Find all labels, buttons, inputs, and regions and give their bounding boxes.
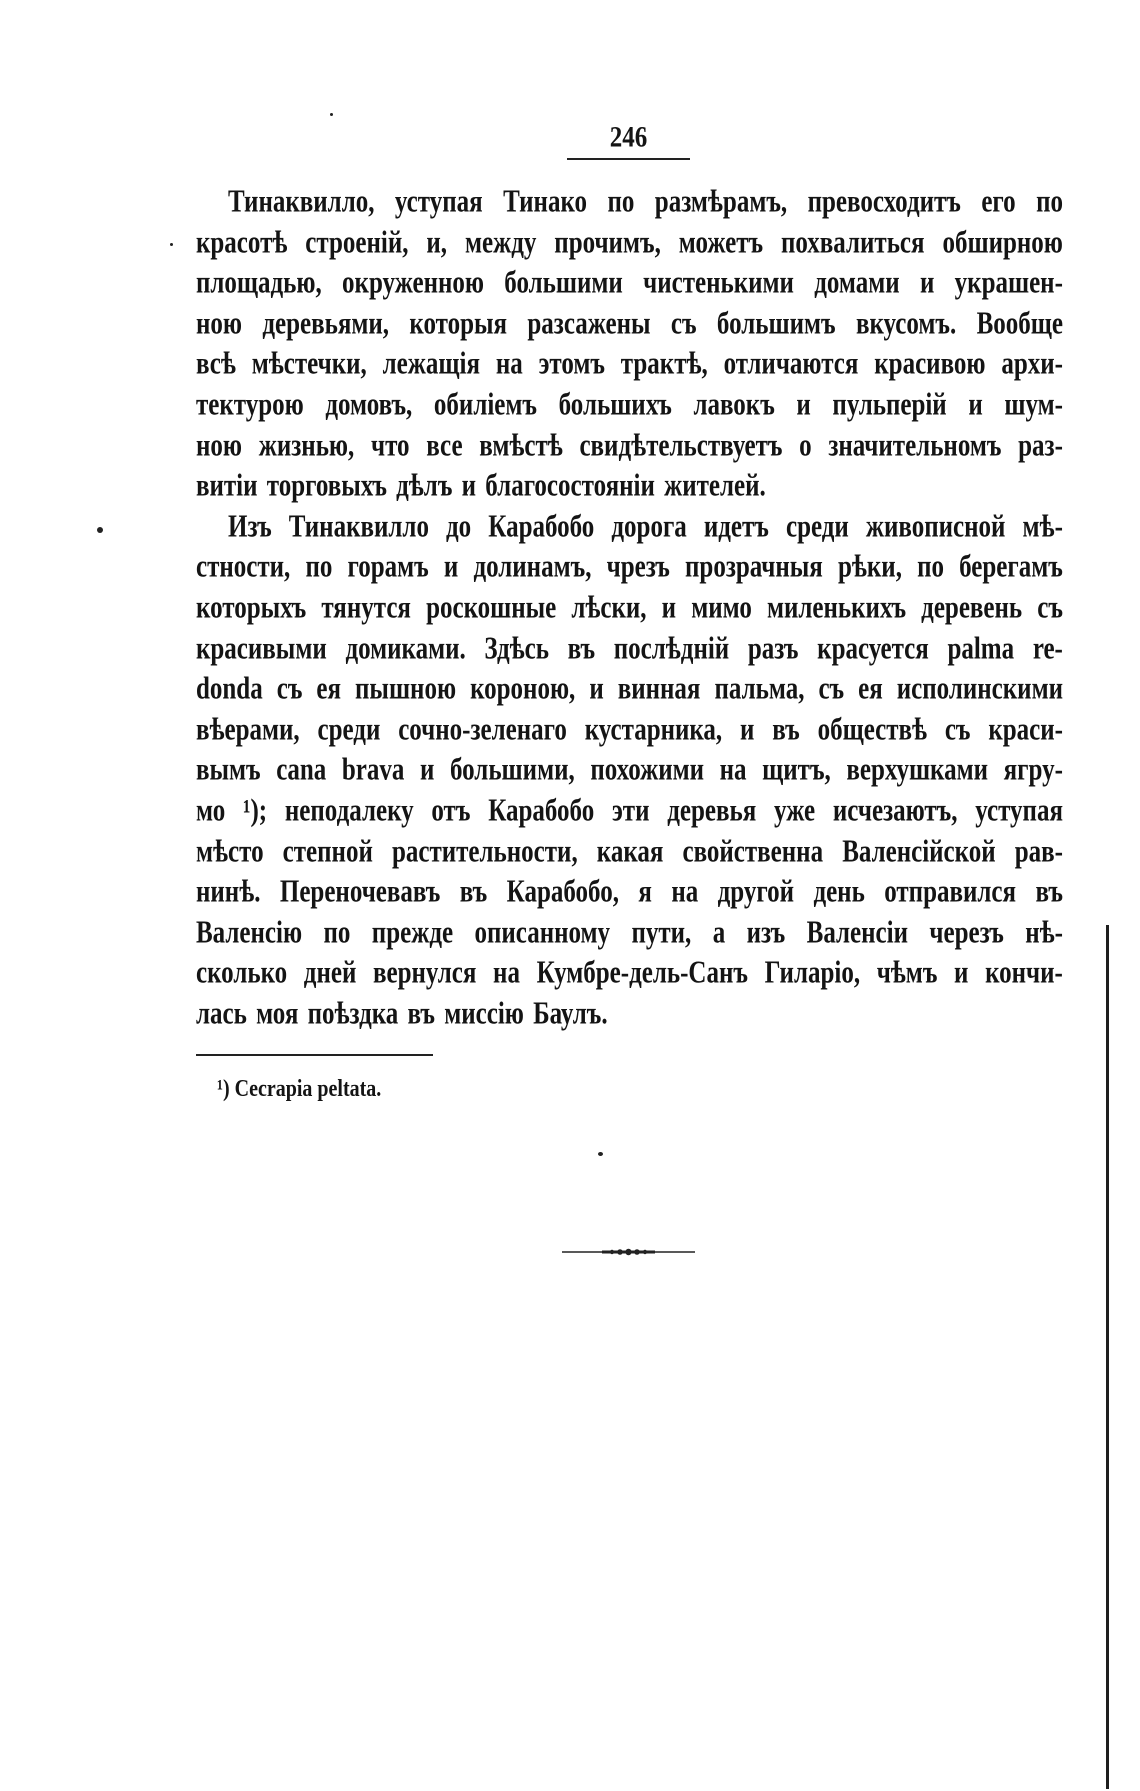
word: я — [638, 875, 652, 910]
word: между — [464, 226, 537, 260]
word: день — [813, 875, 865, 910]
page-number: 246 — [609, 121, 648, 154]
word: щитъ, — [762, 753, 831, 788]
word: съ — [276, 672, 303, 707]
word: горамъ — [347, 550, 429, 585]
word: рѣки, — [837, 550, 902, 585]
word: свойственна — [682, 834, 824, 869]
word: растительности, — [391, 834, 578, 869]
word: ною — [196, 307, 243, 341]
word: Тинаквилло, — [228, 185, 375, 220]
word: donda — [196, 672, 263, 707]
word: пышною — [355, 672, 457, 707]
text-line-last: лась моя поѣздка въ миссію Баулъ. — [196, 997, 608, 1032]
word: Карабобо — [488, 794, 595, 829]
word: можетъ — [678, 226, 764, 260]
word: вымъ — [196, 753, 261, 788]
word: Тинаквилло — [288, 510, 429, 544]
word: трактѣ, — [620, 347, 708, 382]
word: на — [671, 875, 699, 910]
page-number-rule — [567, 158, 690, 160]
word: домиками. — [345, 631, 466, 666]
word: чистенькими — [643, 266, 794, 301]
word: долинамъ, — [473, 550, 592, 585]
word: пульперій — [832, 388, 947, 423]
word: на — [719, 753, 747, 788]
word: архи- — [1001, 347, 1063, 382]
word: и — [589, 672, 604, 707]
word: мѣ- — [1022, 510, 1063, 544]
word: съ — [818, 672, 845, 707]
word: краси- — [988, 713, 1063, 747]
word: значительномъ — [828, 428, 1002, 463]
word: пальма, — [714, 672, 805, 707]
word: уступая — [394, 185, 483, 220]
word: исполинскими — [896, 672, 1063, 707]
word: мѣсто — [196, 834, 264, 869]
word: Здѣсь — [484, 631, 549, 666]
word: въ — [1035, 875, 1063, 910]
word: винная — [617, 672, 701, 707]
word: среди — [317, 713, 381, 747]
word: и — [740, 713, 755, 747]
word: лавокъ — [693, 388, 775, 423]
word: и — [443, 550, 459, 585]
word: и — [661, 591, 677, 626]
word: тектурою — [196, 388, 304, 423]
word: что — [370, 428, 410, 463]
word: Тинако — [503, 185, 588, 220]
word: въ — [567, 631, 596, 666]
word: большимъ — [716, 307, 836, 341]
word: большими — [504, 266, 623, 301]
word: нинѣ. — [196, 875, 261, 910]
word: большими, — [449, 753, 575, 788]
word: разсажены — [527, 307, 651, 341]
word: Вообще — [976, 307, 1063, 341]
word: уже — [774, 794, 816, 829]
word: съ — [944, 713, 971, 747]
word: Карабобо, — [506, 875, 619, 910]
word: прозрачныя — [685, 550, 823, 585]
word: ¹); — [242, 794, 268, 829]
word: его — [981, 185, 1016, 220]
word: неподалеку — [284, 794, 414, 829]
end-ornament — [562, 1244, 695, 1260]
word: по — [1036, 185, 1063, 220]
word: Переночевавъ — [279, 875, 441, 910]
word: разъ — [747, 631, 799, 666]
word: пути, — [631, 916, 692, 950]
word: на — [493, 956, 520, 991]
word: отъ — [431, 794, 471, 829]
word: стности, — [196, 550, 291, 585]
word: palma — [947, 631, 1015, 666]
word: по — [305, 550, 333, 585]
word: короною, — [470, 672, 576, 707]
word: мѣстечки, — [251, 347, 367, 382]
word: обществѣ — [817, 713, 927, 747]
word: берегамъ — [959, 550, 1063, 585]
word: по — [917, 550, 944, 585]
word: деревьями, — [262, 307, 390, 341]
word: этомъ — [538, 347, 605, 382]
word: и — [919, 266, 935, 301]
word: исчезаютъ, — [832, 794, 958, 829]
word: и — [954, 956, 969, 991]
word: вѣерами, — [196, 713, 300, 747]
word: жизнью, — [258, 428, 355, 463]
word: рав- — [1014, 834, 1063, 869]
word: большихъ — [558, 388, 672, 423]
word: площадью, — [196, 266, 322, 301]
word: верхушками — [846, 753, 989, 788]
scan-speck — [598, 1152, 603, 1156]
word: описанному — [474, 916, 611, 950]
word: отличаются — [723, 347, 859, 382]
word: и — [419, 753, 435, 788]
footnote: ¹) Cecrapia peltata. — [217, 1075, 382, 1103]
word: съ — [1037, 591, 1063, 626]
word: Валенсійской — [842, 834, 996, 869]
word: деревень — [921, 591, 1023, 626]
word: вкусомъ. — [855, 307, 957, 341]
footnote-rule — [196, 1054, 433, 1056]
word: а — [712, 916, 726, 950]
word: по — [323, 916, 351, 950]
scan-edge-line — [1106, 925, 1109, 1789]
word: шум- — [1004, 388, 1063, 423]
word: кустарника, — [584, 713, 723, 747]
word: вернулся — [372, 956, 477, 991]
word: миленькихъ — [766, 591, 907, 626]
word: уступая — [975, 794, 1063, 829]
word: отправился — [884, 875, 1017, 910]
word: re- — [1032, 631, 1063, 666]
word: тянутся — [321, 591, 411, 626]
text-line-last: витіи торговыхъ дѣлъ и благосостояніи жителей. — [196, 469, 766, 504]
word: вмѣстѣ — [479, 428, 563, 463]
word: Валенсію — [196, 916, 303, 950]
word: кончи- — [985, 956, 1063, 991]
word: и — [968, 388, 983, 423]
word: всѣ — [196, 347, 236, 382]
word: и, — [426, 226, 448, 260]
scan-speck — [330, 113, 333, 116]
word: сочно-зеленаго — [398, 713, 567, 747]
word: Валенсіи — [806, 916, 909, 950]
word: ягру- — [1003, 753, 1063, 788]
word: сколько — [196, 956, 288, 991]
word: красотѣ — [196, 226, 288, 260]
word: прочимъ, — [554, 226, 661, 260]
word: красивою — [874, 347, 986, 382]
word: Гиларіо, — [764, 956, 861, 991]
word: Изъ — [228, 510, 272, 544]
scan-speck — [170, 243, 173, 246]
word: на — [495, 347, 523, 382]
word: о — [799, 428, 812, 463]
word: свидѣтельствуетъ — [579, 428, 783, 463]
word: которыя — [409, 307, 508, 341]
word: размѣрамъ, — [654, 185, 788, 220]
word: чрезъ — [606, 550, 670, 585]
word: brava — [341, 753, 405, 788]
word: послѣдній — [613, 631, 730, 666]
word: окруженною — [342, 266, 485, 301]
word: прежде — [371, 916, 454, 950]
word: красуется — [817, 631, 929, 666]
word: похожими — [590, 753, 705, 788]
word: лежащія — [382, 347, 480, 382]
word: мимо — [691, 591, 752, 626]
word: превосходитъ — [807, 185, 961, 220]
word: черезъ — [929, 916, 1004, 950]
word: роскошные — [426, 591, 557, 626]
word: другой — [717, 875, 795, 910]
word: чѣмъ — [876, 956, 938, 991]
word: среди — [785, 510, 849, 544]
word: похвалиться — [781, 226, 925, 260]
word: живописной — [865, 510, 1006, 544]
scan-speck — [97, 527, 103, 533]
word: домовъ, — [325, 388, 413, 423]
word: по — [607, 185, 635, 220]
word: съ — [670, 307, 697, 341]
word: красивыми — [196, 631, 327, 666]
word: какая — [596, 834, 664, 869]
word: ея — [316, 672, 342, 707]
word: ною — [196, 428, 243, 463]
word: Карабобо — [488, 510, 595, 544]
word: до — [446, 510, 472, 544]
word: обширною — [942, 226, 1063, 260]
word: степной — [282, 834, 373, 869]
word: Кумбре-дель-Санъ — [536, 956, 748, 991]
word: ея — [858, 672, 883, 707]
word: мо — [196, 794, 226, 829]
word: обиліемъ — [433, 388, 537, 423]
word: строеній, — [305, 226, 409, 260]
word: дорога — [611, 510, 687, 544]
word: дней — [303, 956, 357, 991]
word: и — [796, 388, 811, 423]
body-text — [196, 183, 1063, 1035]
word: эти — [612, 794, 650, 829]
word: изъ — [746, 916, 786, 950]
word: все — [426, 428, 463, 463]
word: деревья — [667, 794, 757, 829]
word: которыхъ — [196, 591, 307, 626]
word: въ — [772, 713, 800, 747]
word: идетъ — [703, 510, 769, 544]
word: лѣски, — [571, 591, 647, 626]
word: cana — [276, 753, 327, 788]
word: раз- — [1018, 428, 1063, 463]
word: нѣ- — [1025, 916, 1063, 950]
word: домами — [814, 266, 900, 301]
word: въ — [459, 875, 488, 910]
word: украшен- — [954, 266, 1063, 301]
